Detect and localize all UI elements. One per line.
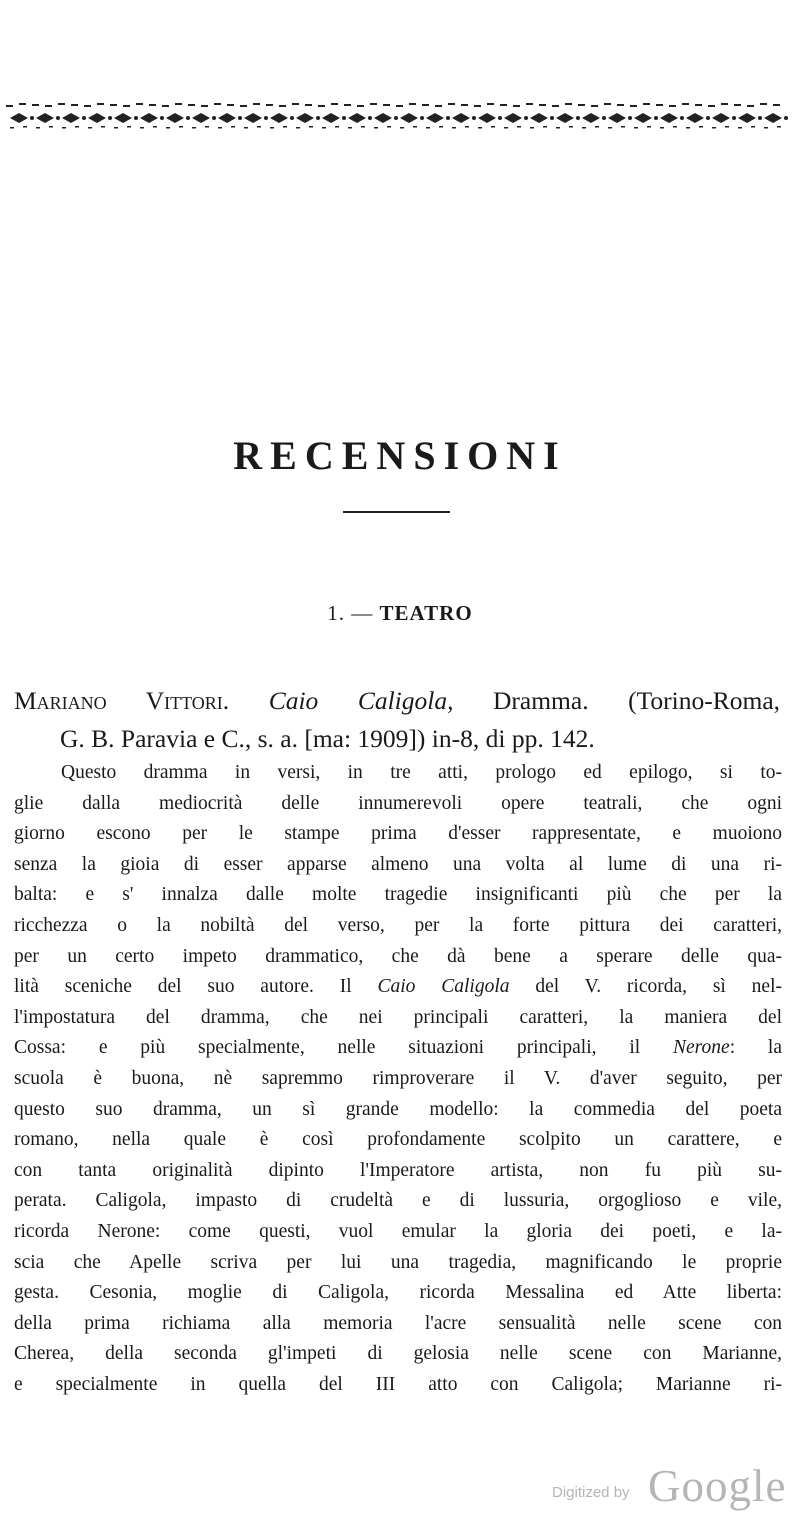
body-text-segment: Questo dramma in versi, in tre atti, prologo ed epilogo, si to- xyxy=(61,762,782,783)
citation-line-1 xyxy=(14,682,780,720)
body-text-segment: Cossa: e più specialmente, nelle situazioni principali, il xyxy=(14,1037,673,1059)
body-text-segment: : la xyxy=(729,1037,782,1059)
body-line xyxy=(14,758,782,789)
body-text-segment: romano, nella quale è così profondamente scolpito un carattere, e xyxy=(14,1129,782,1151)
digitized-watermark xyxy=(552,1460,792,1514)
body-line xyxy=(14,1248,782,1279)
citation-work: Caio Caligola, xyxy=(268,686,454,715)
body-text-segment: con tanta originalità dipinto l'Imperatore artista, non fu più su- xyxy=(14,1159,782,1181)
body-line xyxy=(14,1309,782,1340)
body-text-segment: perata. Caligola, impasto di crudeltà e di lussuria, orgoglioso e vile, xyxy=(14,1190,782,1212)
review-body xyxy=(14,758,782,1400)
body-text-segment: gesta. Cesonia, moglie di Caligola, ricorda Messalina ed Atte liberta: xyxy=(14,1282,782,1304)
italic-title: Caio Caligola xyxy=(377,976,510,998)
body-line xyxy=(14,972,782,1003)
section-name: TEATRO xyxy=(379,601,473,625)
citation-line-2: G. B. Paravia e C., s. a. [ma: 1909]) in-8, di pp. 142. xyxy=(60,724,595,753)
body-line xyxy=(14,1033,782,1064)
body-line xyxy=(14,850,782,881)
body-line xyxy=(14,1217,782,1248)
body-text-segment: scia che Apelle scriva per lui una tragedia, magnificando le proprie xyxy=(14,1251,782,1273)
body-text-segment: l'impostatura del dramma, che nei principali caratteri, la maniera del xyxy=(14,1006,782,1028)
body-text-segment: della prima richiama alla memoria l'acre sensualità nelle scene con xyxy=(14,1312,782,1334)
body-text-segment: ricchezza o la nobiltà del verso, per la forte pittura dei caratteri, xyxy=(14,914,782,936)
page-title: RECENSIONI xyxy=(233,433,567,478)
google-logo: Google xyxy=(648,1461,787,1511)
body-line xyxy=(14,789,782,820)
body-line xyxy=(14,911,782,942)
body-line xyxy=(14,1186,782,1217)
body-text-segment: del V. ricorda, sì nel- xyxy=(509,976,782,998)
body-text-segment: per un certo impeto drammatico, che dà bene a sperare delle qua- xyxy=(14,945,782,967)
body-text-segment: senza la gioia di esser apparse almeno una volta al lume di una ri- xyxy=(14,853,782,875)
bibliographic-citation xyxy=(14,682,780,758)
section-heading xyxy=(0,601,800,626)
body-text-segment: giorno escono per le stampe prima d'esser rappresentate, e muoiono xyxy=(14,823,782,845)
citation-genre: Dramma. xyxy=(493,686,589,715)
body-line xyxy=(14,880,782,911)
body-line xyxy=(14,819,782,850)
body-line xyxy=(14,1003,782,1034)
body-line xyxy=(14,1064,782,1095)
body-text-segment: glie dalla mediocrità delle innumerevoli opere teatrali, che ogni xyxy=(14,792,782,814)
body-line xyxy=(14,1370,782,1401)
body-text-segment: questo suo dramma, un sì grande modello: la commedia del poeta xyxy=(14,1098,782,1120)
body-line xyxy=(14,1156,782,1187)
body-text-segment: lità sceniche del suo autore. Il xyxy=(14,976,378,998)
body-line xyxy=(14,1125,782,1156)
citation-author: Mariano Vittori. xyxy=(14,686,230,715)
body-text-segment: Cherea, della seconda gl'impeti di gelosia nelle scene con Marianne, xyxy=(14,1343,782,1365)
watermark-prefix: Digitized by xyxy=(552,1484,630,1501)
ornament-border xyxy=(4,96,788,132)
body-text-segment: e specialmente in quella del III atto con Caligola; Marianne ri- xyxy=(14,1373,782,1395)
title-divider xyxy=(343,511,450,513)
body-text-segment: ricorda Nerone: come questi, vuol emular la gloria dei poeti, e la- xyxy=(14,1220,782,1242)
italic-title: Nerone xyxy=(673,1037,730,1059)
section-number: 1. xyxy=(327,601,346,625)
body-text-segment: balta: e s' innalza dalle molte tragedie insignificanti più che per la xyxy=(14,884,782,906)
body-line xyxy=(14,1095,782,1126)
body-line xyxy=(14,1278,782,1309)
body-line xyxy=(14,1339,782,1370)
citation-imprint-start: (Torino-Roma, xyxy=(628,686,781,715)
body-text-segment: scuola è buona, nè sapremmo rimproverare il V. d'aver seguito, per xyxy=(14,1067,782,1089)
body-line xyxy=(14,942,782,973)
section-dash: — xyxy=(351,601,374,625)
